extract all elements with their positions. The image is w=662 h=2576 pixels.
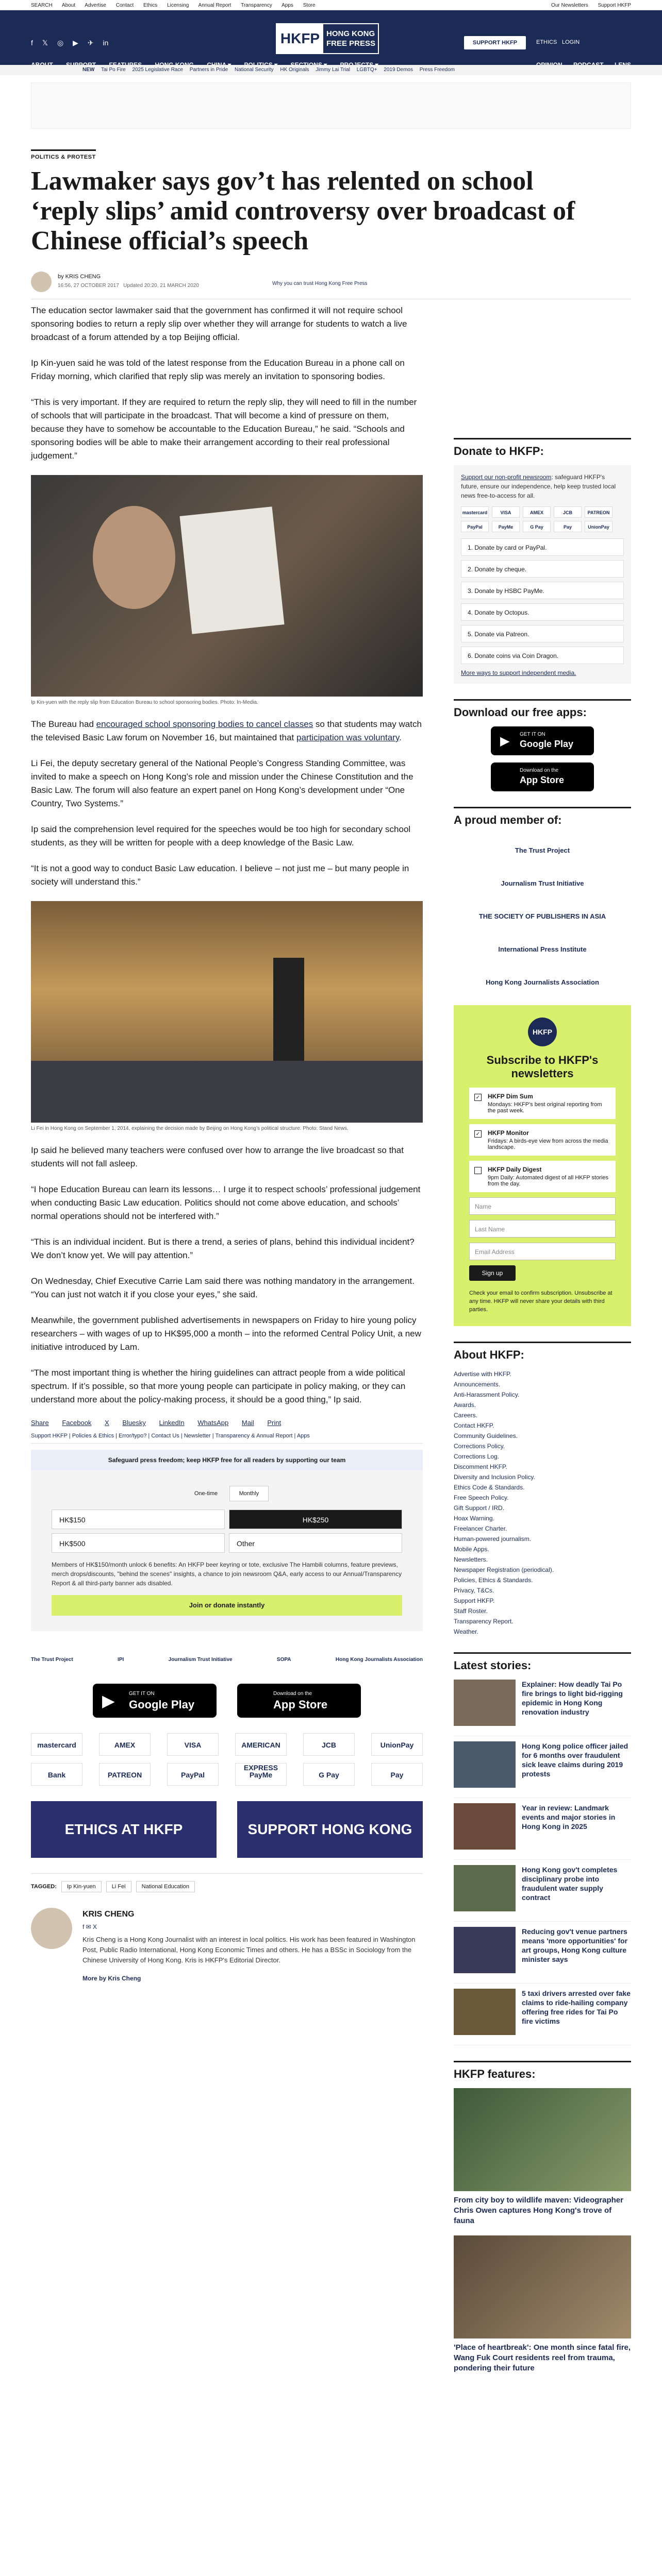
about-link[interactable]: Diversity and Inclusion Policy. bbox=[454, 1473, 535, 1481]
updated-text: Updated 20:20, 21 MARCH 2020 bbox=[123, 283, 199, 289]
x-icon[interactable]: 𝕏 bbox=[42, 39, 48, 47]
share-linkedin[interactable]: LinkedIn bbox=[159, 1419, 185, 1427]
trust-link[interactable]: Why you can trust Hong Kong Free Press bbox=[272, 281, 368, 286]
hkja-logo[interactable]: Hong Kong Journalists Association bbox=[335, 1656, 423, 1663]
donate-text-run: : safeguard HKFP's future, ensure our independence, help keep trusted local news free-to-access for all. bbox=[461, 473, 616, 499]
paragraph: Li Fei, the deputy secretary general of the National People’s Congress Standing Committee, was invited to make a speech on Hong Kong’s role and mission under the Chinese Constitution and the Basic Law. The forum will also feature an expert panel on Hong Kong’s development under “One Country, Two Systems.” bbox=[31, 758, 413, 808]
pay-logo: PayMe bbox=[235, 1763, 287, 1786]
store-small-text: Download on the bbox=[273, 1691, 312, 1697]
story-title[interactable]: Year in review: Landmark events and major stories in Hong Kong in 2025 bbox=[522, 1804, 616, 1831]
pay-logo: PayPal bbox=[461, 521, 489, 532]
paragraph: Meanwhile, the government published advertisements in newspapers on Friday to hire young policy researchers – with wages of up to HK$95,000 a month – into the reformed Central Policy Unit, a new initiative introduced by Lam. bbox=[31, 1315, 421, 1352]
photo-caption: Li Fei in Hong Kong on September 1, 2014, explaining the decision made by Beijing on Hong Kong’s political structure. Photo: Stand News. bbox=[31, 1126, 349, 1131]
about-link[interactable]: Support HKFP. bbox=[454, 1597, 495, 1604]
google-play-button[interactable] bbox=[491, 726, 594, 755]
pay-logo: UnionPay bbox=[371, 1733, 423, 1756]
feature-story[interactable] bbox=[454, 2235, 631, 2374]
signup-button[interactable]: Sign up bbox=[469, 1265, 516, 1281]
pay-logo: UnionPay bbox=[585, 521, 613, 532]
latest-story[interactable] bbox=[454, 1927, 631, 1984]
story-thumbnail bbox=[454, 1927, 516, 1973]
paragraph: Ip Kin-yuen said he was told of the latest response from the Education Bureau in a phone call on Friday morning, which clarified that reply slip was merely an invitation to sponsoring bodies. bbox=[31, 358, 405, 381]
share-bar bbox=[31, 1419, 423, 1427]
newsletter-desc: Fridays: A birds-eye view from across the media landscape. bbox=[488, 1138, 608, 1150]
paragraph: “It is not a good way to conduct Basic Law education. I believe – not just me – but many people in society will understand this.” bbox=[31, 863, 409, 887]
about-link[interactable]: Newspaper Registration (periodical). bbox=[454, 1566, 554, 1573]
ipi-logo[interactable]: IPI bbox=[118, 1656, 124, 1663]
feature-title[interactable]: 'Place of heartbreak': One month since fatal fire, Wang Fuk Court residents reel from trauma, pondering their future bbox=[454, 2343, 631, 2372]
photo-caption: Ip Kin-yuen with the reply slip from Education Bureau to school sponsoring bodies. Photo: In-Media. bbox=[31, 700, 258, 705]
share-facebook[interactable]: Facebook bbox=[62, 1419, 92, 1427]
trending-item[interactable]: Press Freedom bbox=[419, 67, 455, 73]
app-store-button[interactable] bbox=[237, 1684, 361, 1718]
byline bbox=[31, 268, 631, 299]
share-bluesky[interactable]: Bluesky bbox=[122, 1419, 146, 1427]
share-whatsapp[interactable]: WhatsApp bbox=[197, 1419, 229, 1427]
about-link[interactable]: Newsletters. bbox=[454, 1556, 488, 1563]
latest-story[interactable] bbox=[454, 1680, 631, 1736]
checkbox-checked[interactable]: ✓ bbox=[474, 1094, 482, 1101]
about-link[interactable]: Weather. bbox=[454, 1628, 478, 1635]
member-logos-row bbox=[31, 1647, 423, 1672]
store-big-text: App Store bbox=[273, 1698, 328, 1711]
stage-table bbox=[31, 1061, 423, 1123]
trending-bar bbox=[0, 65, 662, 75]
newsletter-name: HKFP Monitor bbox=[488, 1129, 529, 1137]
tagged-label: TAGGED: bbox=[31, 1884, 57, 1890]
about-links bbox=[454, 1369, 631, 1637]
story-thumbnail bbox=[454, 1680, 516, 1726]
hkfp-badge: HKFP bbox=[528, 1018, 557, 1046]
support-hkfp-button[interactable]: SUPPORT HKFP bbox=[464, 36, 526, 49]
support-link-top[interactable]: Support HKFP bbox=[598, 3, 631, 8]
ethics-promo[interactable]: ETHICS AT HKFP bbox=[31, 1801, 217, 1858]
amount-option[interactable]: HK$500 bbox=[52, 1533, 225, 1553]
article-kicker[interactable]: POLITICS & PROTEST bbox=[31, 149, 96, 160]
pay-logo: PayPal bbox=[167, 1763, 219, 1786]
newsletter-signup bbox=[454, 1005, 631, 1326]
newsletter-desc: Mondays: HKFP's best original reporting from the past week. bbox=[488, 1101, 602, 1114]
join-donate-button[interactable]: Join or donate instantly bbox=[52, 1595, 402, 1616]
pay-logo: PATREON bbox=[99, 1763, 151, 1786]
pay-logo: VISA bbox=[492, 506, 520, 518]
about-link[interactable]: Policies, Ethics & Standards. bbox=[454, 1577, 533, 1584]
donate-title: Donate to HKFP: bbox=[454, 438, 631, 458]
annual-report-link[interactable]: Annual Report bbox=[198, 3, 231, 8]
sidebar-store-buttons bbox=[454, 726, 631, 791]
telegram-icon[interactable]: ✈ bbox=[87, 39, 94, 47]
tab-one-time[interactable]: One-time bbox=[194, 1490, 218, 1497]
trending-item[interactable]: 2019 Demos bbox=[384, 67, 413, 73]
about-title: About HKFP: bbox=[454, 1342, 631, 1362]
app-store-buttons bbox=[31, 1684, 423, 1718]
nonprofit-link[interactable]: Support our non-profit newsroom bbox=[461, 473, 552, 481]
instagram-icon[interactable]: ◎ bbox=[57, 39, 64, 47]
amount-options bbox=[52, 1510, 402, 1553]
facebook-icon[interactable]: f bbox=[31, 39, 33, 47]
newsletter-name: HKFP Dim Sum bbox=[488, 1093, 533, 1100]
latest-story[interactable] bbox=[454, 1989, 631, 2045]
top-utility-bar bbox=[0, 0, 662, 10]
apps-link[interactable]: Apps bbox=[282, 3, 293, 8]
trending-item[interactable]: Partners in Pride bbox=[189, 67, 228, 73]
story-title[interactable]: Hong Kong gov't completes disciplinary probe into fraudulent water supply contract bbox=[522, 1866, 618, 1902]
ethics-header-link[interactable]: ETHICS bbox=[536, 39, 557, 45]
logo-name bbox=[326, 29, 375, 48]
share-print[interactable]: Print bbox=[267, 1419, 282, 1427]
article-main bbox=[31, 149, 631, 2372]
store-link[interactable]: Store bbox=[303, 3, 316, 8]
story-title[interactable]: Reducing gov't venue partners means 'more opportunities' for art groups, Hong Kong culture minister says bbox=[522, 1927, 628, 1963]
text-run: The Bureau had bbox=[31, 719, 96, 729]
story-title[interactable]: Hong Kong police officer jailed for 6 months over fraudulent sick leave claims during 2019 protests bbox=[522, 1742, 628, 1778]
member-logo[interactable]: Hong Kong Journalists Association bbox=[486, 978, 599, 986]
trust-project-logo[interactable]: The Trust Project bbox=[31, 1656, 73, 1663]
ethics-link[interactable]: Ethics bbox=[143, 3, 158, 8]
about-link[interactable]: Staff Roster. bbox=[454, 1607, 488, 1615]
about-link[interactable]: About bbox=[61, 3, 76, 8]
site-logo[interactable] bbox=[276, 23, 379, 54]
about-link[interactable]: Careers. bbox=[454, 1412, 478, 1419]
text-run: so that students may watch the televised Basic Law forum on November 16, but maintained that bbox=[31, 719, 422, 742]
member-logo[interactable]: Journalism Trust Initiative bbox=[501, 879, 584, 887]
member-logo[interactable]: The Trust Project bbox=[515, 846, 570, 854]
newsletter-option[interactable] bbox=[469, 1088, 616, 1119]
story-thumbnail bbox=[454, 1989, 516, 2035]
feature-title[interactable]: From city boy to wildlife maven: Videographer Chris Owen captures Hong Kong's trove of fauna bbox=[454, 2196, 623, 2225]
tag-chip[interactable]: Ip Kin-yuen bbox=[61, 1881, 102, 1892]
pay-logo: G Pay bbox=[523, 521, 551, 532]
paragraph: “This is an individual incident. But is there a trend, a series of plans, behind this individual incident? We don’t know yet. We will pay attention.” bbox=[31, 1237, 415, 1260]
latest-title: Latest stories: bbox=[454, 1652, 631, 1672]
payment-logos bbox=[31, 1733, 423, 1786]
latest-story[interactable] bbox=[454, 1865, 631, 1922]
linkedin-icon[interactable]: in bbox=[103, 39, 109, 47]
date-text: 16:56, 27 OCTOBER 2017 bbox=[58, 283, 119, 289]
story-title[interactable]: Explainer: How deadly Tai Po fire brings to light bid-rigging epidemic in Hong Kong renovation industry bbox=[522, 1680, 623, 1716]
pay-logo: AMEX bbox=[99, 1733, 151, 1756]
subscribe-title: Subscribe to HKFP's newsletters bbox=[486, 1054, 599, 1080]
text-run: . bbox=[399, 733, 402, 742]
about-link[interactable]: Human-powered journalism. bbox=[454, 1535, 532, 1543]
paragraph: Ip said the comprehension level required for the speeches would be too high for secondary school students, as they will be written for people with a deep knowledge of the Basic Law. bbox=[31, 824, 411, 848]
contact-link[interactable]: Contact bbox=[115, 3, 134, 8]
latest-story[interactable] bbox=[454, 1803, 631, 1860]
person-head bbox=[93, 506, 175, 609]
donate-option[interactable]: 1. Donate by card or PayPal. bbox=[461, 538, 624, 556]
logo-mark: HKFP bbox=[277, 24, 323, 53]
youtube-icon[interactable]: ▶ bbox=[73, 39, 78, 47]
about-link[interactable]: Transparency Report. bbox=[454, 1618, 514, 1625]
trending-item[interactable]: LGBTQ+ bbox=[356, 67, 377, 73]
more-by-author-link[interactable]: More by Kris Cheng bbox=[82, 1975, 141, 1982]
jti-logo[interactable]: Journalism Trust Initiative bbox=[168, 1656, 233, 1663]
member-title: A proud member of: bbox=[454, 807, 631, 827]
pay-logo: Bank bbox=[31, 1763, 82, 1786]
donation-tabs bbox=[52, 1486, 402, 1501]
author-avatar bbox=[31, 272, 52, 292]
paragraph: The education sector lawmaker said that the government has confirmed it will not require school sponsoring bodies to return a reply slip over whether they will arrange for students to watch a live broadcast of a forum attended by a top Beijing official. bbox=[31, 306, 407, 342]
checkbox-checked[interactable]: ✓ bbox=[474, 1130, 482, 1138]
about-link[interactable]: Contact HKFP. bbox=[454, 1422, 494, 1429]
tab-monthly[interactable]: Monthly bbox=[229, 1486, 269, 1501]
top-links-right bbox=[543, 3, 631, 8]
feature-thumbnail bbox=[454, 2235, 631, 2338]
article-photo-ip-kin-yuen bbox=[31, 475, 423, 697]
login-link[interactable]: LOGIN bbox=[562, 39, 580, 45]
paragraph: “This is very important. If they are required to return the reply slip, they will need to fill in the number of schools that will participate in the broadcast. That will become a kind of pressure on them, because they have to somehow be accountable to the Education Bureau,” he said. “Schools and sponsoring bodies will be able to make their arrangement according to their real professional judgement.” bbox=[31, 397, 417, 461]
author-name[interactable]: by KRIS CHENG bbox=[58, 274, 101, 280]
newsletter-option[interactable] bbox=[469, 1161, 616, 1192]
donate-text bbox=[461, 472, 624, 500]
about-link[interactable]: Hoax Warning. bbox=[454, 1515, 494, 1522]
share-x[interactable]: X bbox=[105, 1419, 109, 1427]
pay-logo: AMEX bbox=[523, 506, 551, 518]
paragraph: On Wednesday, Chief Executive Carrie Lam said there was nothing mandatory in the arrangement. “You can just not watch it if you close your eyes,” she said. bbox=[31, 1276, 415, 1299]
story-thumbnail bbox=[454, 1741, 516, 1788]
about-link[interactable]: Announcements. bbox=[454, 1381, 501, 1388]
google-play-button[interactable] bbox=[93, 1684, 217, 1718]
donate-box bbox=[454, 465, 631, 684]
ad-slot bbox=[31, 82, 631, 129]
about-link[interactable]: Discomment HKFP. bbox=[454, 1463, 507, 1470]
member-logo[interactable]: International Press Institute bbox=[498, 945, 587, 953]
story-thumbnail bbox=[454, 1865, 516, 1911]
pay-logo: PATREON bbox=[585, 506, 613, 518]
about-link[interactable]: Mobile Apps. bbox=[454, 1546, 489, 1553]
app-store-button[interactable] bbox=[491, 762, 594, 791]
trending-item[interactable]: Tai Po Fire bbox=[101, 67, 126, 73]
subscribe-note: Check your email to confirm subscription. Unsubscribe at any time. HKFP will never share your details with third parties. bbox=[469, 1290, 613, 1313]
inline-link[interactable]: encouraged school sponsoring bodies to cancel classes bbox=[96, 719, 313, 729]
about-link[interactable]: Corrections Log. bbox=[454, 1453, 500, 1460]
search-link[interactable]: SEARCH bbox=[31, 3, 53, 8]
advertise-link[interactable]: Advertise bbox=[85, 3, 106, 8]
donation-widget bbox=[31, 1470, 423, 1631]
inline-link[interactable]: participation was voluntary bbox=[296, 733, 400, 742]
author-box bbox=[31, 1908, 423, 1990]
play-icon: ▶ bbox=[102, 1691, 115, 1710]
tag-chip[interactable]: Li Fei bbox=[106, 1881, 131, 1892]
pay-logo: mastercard bbox=[461, 506, 489, 518]
last-name-input[interactable]: Last Name bbox=[469, 1220, 616, 1238]
trending-item[interactable]: Jimmy Lai Trial bbox=[316, 67, 350, 73]
transparency-link[interactable]: Transparency bbox=[241, 3, 272, 8]
paragraph: “The most important thing is whether the hiring guidelines can attract people from a wide political spectrum. If it’s possible, so that more young people can participate in policy making, or they can understand more about the policy-making process, it should be a good thing,” Ip said. bbox=[31, 1368, 406, 1404]
logo-name-line2: FREE PRESS bbox=[326, 39, 376, 48]
story-title[interactable]: 5 taxi drivers arrested over fake claims to ride-hailing company offering free rides for Tai Po fire victims bbox=[522, 1989, 631, 2025]
share-mail[interactable]: Mail bbox=[241, 1419, 254, 1427]
newsletter-desc: 9pm Daily: Automated digest of all HKFP stories from the day. bbox=[488, 1175, 608, 1187]
store-small-text: Download on the bbox=[520, 768, 559, 773]
amount-option[interactable]: HK$150 bbox=[52, 1510, 225, 1529]
author-box-avatar bbox=[31, 1908, 72, 1949]
pay-logo: Pay bbox=[371, 1763, 423, 1786]
article-photo-li-fei bbox=[31, 901, 423, 1123]
pay-logo: JCB bbox=[303, 1733, 355, 1756]
about-link[interactable]: Corrections Policy. bbox=[454, 1443, 505, 1450]
pay-logo: Pay bbox=[554, 521, 582, 532]
support-promo[interactable]: SUPPORT HONG KONG FREE PRESS bbox=[237, 1801, 423, 1858]
publish-date bbox=[58, 283, 199, 289]
features-title: HKFP features: bbox=[454, 2061, 631, 2081]
about-link[interactable]: Anti-Harassment Policy. bbox=[454, 1391, 520, 1398]
donate-option[interactable]: 6. Donate coins via Coin Dragon. bbox=[461, 647, 624, 664]
store-small-text: GET IT ON bbox=[520, 732, 545, 737]
store-small-text: GET IT ON bbox=[129, 1691, 155, 1697]
donate-option[interactable]: 3. Donate by HSBC PayMe. bbox=[461, 582, 624, 599]
trending-item[interactable]: HK Originals bbox=[280, 67, 309, 73]
pay-logo: JCB bbox=[554, 506, 582, 518]
about-link[interactable]: Community Guidelines. bbox=[454, 1432, 518, 1439]
newsletter-option[interactable] bbox=[469, 1124, 616, 1156]
site-header bbox=[0, 0, 662, 75]
licensing-link[interactable]: Licensing bbox=[167, 3, 189, 8]
about-link[interactable]: Privacy, T&Cs. bbox=[454, 1587, 494, 1594]
donate-option[interactable]: 4. Donate by Octopus. bbox=[461, 603, 624, 621]
donate-pay-logos bbox=[461, 506, 624, 532]
feature-story[interactable] bbox=[454, 2088, 631, 2226]
email-input[interactable]: Email Address bbox=[469, 1243, 616, 1260]
share-label: Share bbox=[31, 1419, 49, 1427]
paragraph: “I hope Education Bureau can learn its lessons… I urge it to respect schools’ professional judgement when conducting Basic Law education. Politics should not come above education, and schools’ normal operations should not be interfered with.” bbox=[31, 1184, 421, 1221]
store-big-text: App Store bbox=[520, 775, 565, 785]
trending-label: NEW bbox=[82, 67, 95, 73]
author-social-icons[interactable]: f ✉ X bbox=[82, 1923, 97, 1930]
newsletter-name: HKFP Daily Digest bbox=[488, 1166, 542, 1173]
paragraph bbox=[31, 718, 423, 744]
newsletters-link[interactable]: Our Newsletters bbox=[551, 3, 588, 8]
amount-other[interactable]: Other bbox=[229, 1533, 402, 1553]
tag-chip[interactable]: National Education bbox=[136, 1881, 195, 1892]
about-link[interactable]: Ethics Code & Standards. bbox=[454, 1484, 525, 1491]
apps-title: Download our free apps: bbox=[454, 699, 631, 719]
pay-logo: PayMe bbox=[492, 521, 520, 532]
checkbox-unchecked[interactable] bbox=[474, 1167, 482, 1174]
member-logo[interactable]: THE SOCIETY OF PUBLISHERS IN ASIA bbox=[478, 912, 606, 920]
support-banner[interactable]: Safeguard press freedom; keep HKFP free for all readers by supporting our team bbox=[31, 1450, 423, 1470]
trending-item[interactable]: National Security bbox=[234, 67, 274, 73]
about-link[interactable]: Freelancer Charter. bbox=[454, 1525, 507, 1532]
paragraph: Ip said he believed many teachers were confused over how to arrange the live broadcast so that students will not fall asleep. bbox=[31, 1145, 404, 1168]
about-link[interactable]: Free Speech Policy. bbox=[454, 1494, 509, 1501]
author-box-name[interactable]: KRIS CHENG bbox=[82, 1910, 135, 1919]
reply-slip-document bbox=[179, 506, 284, 634]
amount-option-selected[interactable]: HK$250 bbox=[229, 1510, 402, 1529]
about-link[interactable]: Awards. bbox=[454, 1401, 476, 1409]
top-links-left bbox=[31, 3, 324, 8]
donate-option[interactable]: 2. Donate by cheque. bbox=[461, 560, 624, 578]
store-big-text: Google Play bbox=[520, 739, 574, 749]
social-icons bbox=[31, 39, 115, 47]
pay-logo: AMERICAN EXPRESS bbox=[235, 1733, 287, 1756]
about-link[interactable]: Gift Support / IRD. bbox=[454, 1504, 505, 1512]
article-body bbox=[31, 304, 423, 1990]
membership-note: Members of HK$150/month unlock 6 benefits: An HKFP beer keyring or tote, exclusive The Hambili columns, feature previews, merch drops/discounts, "behind the scenes" insights, a chance to join newsroom Q&A, early access to our Annual/Transparency Report & all third-party banner ads disabled. bbox=[52, 1561, 402, 1587]
sidebar bbox=[454, 438, 631, 2383]
article-headline: Lawmaker says gov’t has relented on school ‘reply slips’ amid controversy over broadcast of Chinese official’s speech bbox=[31, 166, 575, 256]
feature-thumbnail bbox=[454, 2088, 631, 2191]
more-ways-link[interactable]: More ways to support independent media. bbox=[461, 669, 576, 676]
store-big-text: Google Play bbox=[129, 1698, 195, 1711]
story-thumbnail bbox=[454, 1803, 516, 1850]
pay-logo: VISA bbox=[167, 1733, 219, 1756]
about-link[interactable]: Advertise with HKFP. bbox=[454, 1370, 511, 1378]
trending-item[interactable]: 2025 Legislative Race bbox=[132, 67, 183, 73]
donate-option[interactable]: 5. Donate via Patreon. bbox=[461, 625, 624, 642]
article-footer-links[interactable]: Support HKFP | Policies & Ethics | Error/typo? | Contact Us | Newsletter | Transparency & Annual Report | Apps bbox=[31, 1433, 423, 1444]
author-bio: Kris Cheng is a Hong Kong Journalist with an interest in local politics. His work has been featured in Washington Post, Public Radio International, Hong Kong Economic Times and others. He has a BSSc in Sociology from the Chinese University of Hong Kong. Kris is HKFP's Editorial Director. bbox=[82, 1936, 416, 1964]
sopa-logo[interactable]: SOPA bbox=[276, 1656, 291, 1663]
speaker-figure bbox=[273, 958, 304, 1061]
logo-name-line1: HONG KONG bbox=[326, 29, 375, 38]
latest-story[interactable] bbox=[454, 1741, 631, 1798]
pay-logo: mastercard bbox=[31, 1733, 82, 1756]
first-name-input[interactable]: Name bbox=[469, 1197, 616, 1215]
pay-logo: G Pay bbox=[303, 1763, 355, 1786]
play-icon: ▶ bbox=[500, 734, 510, 748]
